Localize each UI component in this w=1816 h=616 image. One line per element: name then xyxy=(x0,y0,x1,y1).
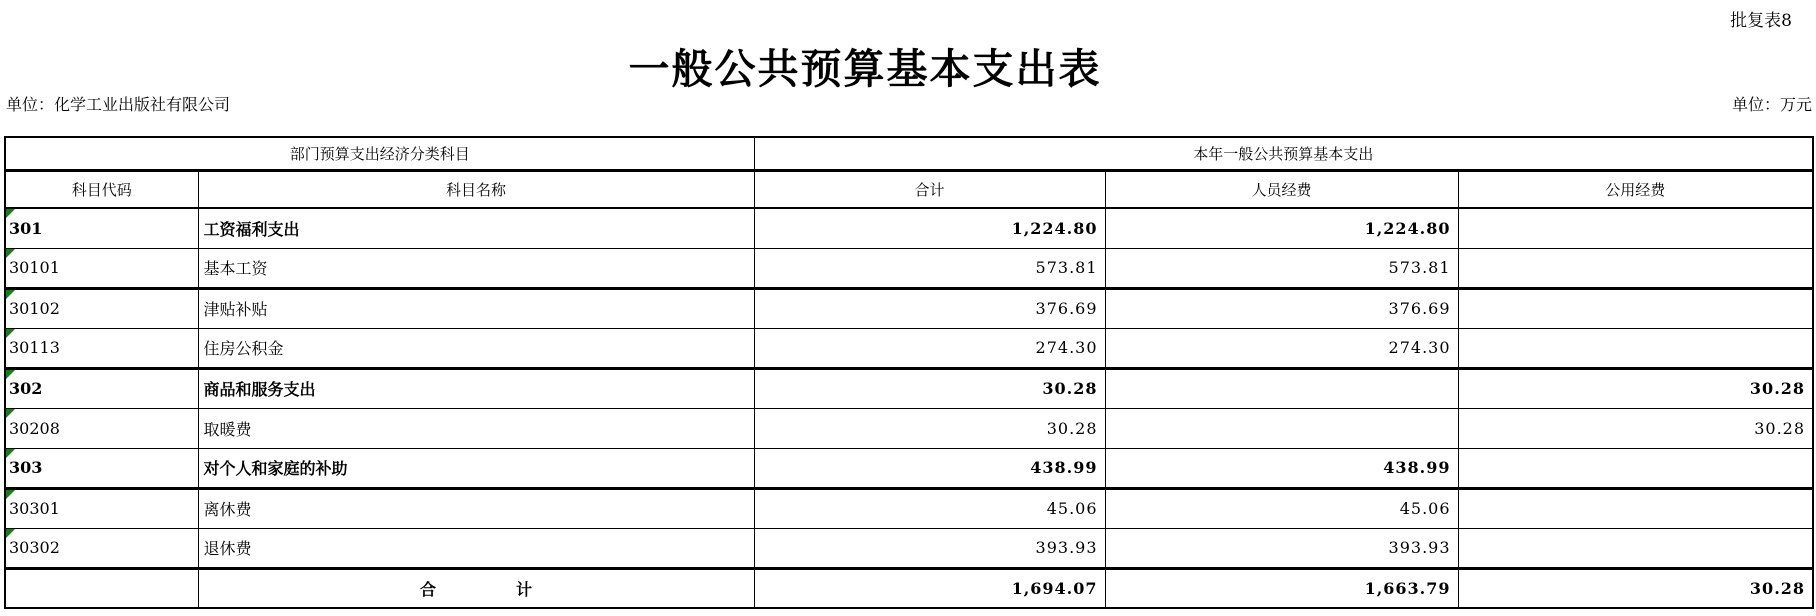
cell-name: 基本工资 xyxy=(198,248,754,288)
cell-name: 离休费 xyxy=(198,488,754,528)
code-text: 30302 xyxy=(9,538,60,557)
cell-personnel: 45.06 xyxy=(1105,488,1458,528)
code-text: 30301 xyxy=(9,499,60,518)
cell-total: 45.06 xyxy=(754,488,1105,528)
unit-name-label: 单位：化学工业出版社有限公司 xyxy=(6,95,231,114)
unit-line xyxy=(6,92,1812,115)
cell-total: 393.93 xyxy=(754,528,1105,568)
cell-public xyxy=(1458,528,1813,568)
table-total-row xyxy=(5,568,1813,608)
cell-personnel: 274.30 xyxy=(1105,328,1458,368)
cell-code xyxy=(5,448,198,488)
budget-table xyxy=(4,136,1814,609)
col-header-total: 合计 xyxy=(754,170,1105,208)
cell-total: 573.81 xyxy=(754,248,1105,288)
cell-total: 30.28 xyxy=(754,368,1105,408)
table-row xyxy=(5,448,1813,488)
excel-error-marker-icon xyxy=(6,290,15,299)
cell-code xyxy=(5,368,198,408)
cell-code xyxy=(5,488,198,528)
cell-personnel: 393.93 xyxy=(1105,528,1458,568)
cell-personnel: 438.99 xyxy=(1105,448,1458,488)
cell-code xyxy=(5,208,198,248)
cell-name: 退休费 xyxy=(198,528,754,568)
table-row xyxy=(5,208,1813,248)
cell-public: 30.28 xyxy=(1458,568,1813,608)
table-column-header-row xyxy=(5,170,1813,208)
code-text: 301 xyxy=(9,218,43,238)
cell-personnel xyxy=(1105,368,1458,408)
code-text: 30208 xyxy=(9,418,60,438)
cell-public: 30.28 xyxy=(1458,408,1813,448)
cell-code xyxy=(5,408,198,448)
excel-error-marker-icon xyxy=(6,209,15,218)
code-text: 303 xyxy=(9,458,43,477)
currency-unit-label: 单位：万元 xyxy=(1731,95,1812,114)
excel-error-marker-icon xyxy=(6,449,15,458)
col-header-subject-code: 科目代码 xyxy=(5,170,198,208)
cell-name: 对个人和家庭的补助 xyxy=(198,448,754,488)
cell-public xyxy=(1458,248,1813,288)
cell-name: 住房公积金 xyxy=(198,328,754,368)
excel-error-marker-icon xyxy=(6,529,15,538)
code-text: 302 xyxy=(9,379,43,398)
cell-public: 30.28 xyxy=(1458,368,1813,408)
cell-personnel: 376.69 xyxy=(1105,288,1458,328)
page-title: 一般公共预算基本支出表 xyxy=(628,45,1102,93)
excel-error-marker-icon xyxy=(6,490,15,499)
cell-total: 438.99 xyxy=(754,448,1105,488)
cell-total: 274.30 xyxy=(754,328,1105,368)
cell-total: 30.28 xyxy=(754,408,1105,448)
code-text: 30102 xyxy=(9,299,60,318)
cell-personnel: 573.81 xyxy=(1105,248,1458,288)
table-row xyxy=(5,248,1813,288)
excel-error-marker-icon xyxy=(6,409,15,418)
cell-total: 1,224.80 xyxy=(754,208,1105,248)
cell-name-total-label: 合 计 xyxy=(198,568,754,608)
approval-form-number: 批复表8 xyxy=(1730,11,1792,31)
cell-name: 津贴补贴 xyxy=(198,288,754,328)
cell-code xyxy=(5,328,198,368)
cell-personnel xyxy=(1105,408,1458,448)
table-row xyxy=(5,368,1813,408)
cell-public xyxy=(1458,288,1813,328)
table-row xyxy=(5,528,1813,568)
col-header-subject-name: 科目名称 xyxy=(198,170,754,208)
cell-code xyxy=(5,248,198,288)
cell-name: 工资福利支出 xyxy=(198,208,754,248)
cell-personnel: 1,663.79 xyxy=(1105,568,1458,608)
excel-error-marker-icon xyxy=(6,249,15,258)
cell-public xyxy=(1458,488,1813,528)
code-text: 30101 xyxy=(9,258,60,277)
excel-error-marker-icon xyxy=(6,329,15,338)
table-row xyxy=(5,488,1813,528)
table-row xyxy=(5,288,1813,328)
cell-code xyxy=(5,568,198,608)
cell-public xyxy=(1458,328,1813,368)
table-row xyxy=(5,408,1813,448)
col-header-personnel: 人员经费 xyxy=(1105,170,1458,208)
cell-total: 376.69 xyxy=(754,288,1105,328)
cell-code xyxy=(5,288,198,328)
col-header-public: 公用经费 xyxy=(1458,170,1813,208)
cell-name: 商品和服务支出 xyxy=(198,368,754,408)
table-row xyxy=(5,328,1813,368)
table-group-header-row xyxy=(5,137,1813,170)
group-header-classification: 部门预算支出经济分类科目 xyxy=(5,137,754,170)
cell-public xyxy=(1458,208,1813,248)
code-text: 30113 xyxy=(9,338,60,357)
cell-personnel: 1,224.80 xyxy=(1105,208,1458,248)
cell-total: 1,694.07 xyxy=(754,568,1105,608)
excel-error-marker-icon xyxy=(6,370,15,379)
cell-public xyxy=(1458,448,1813,488)
cell-code xyxy=(5,528,198,568)
group-header-basic-expenditure: 本年一般公共预算基本支出 xyxy=(754,137,1813,170)
cell-name: 取暖费 xyxy=(198,408,754,448)
